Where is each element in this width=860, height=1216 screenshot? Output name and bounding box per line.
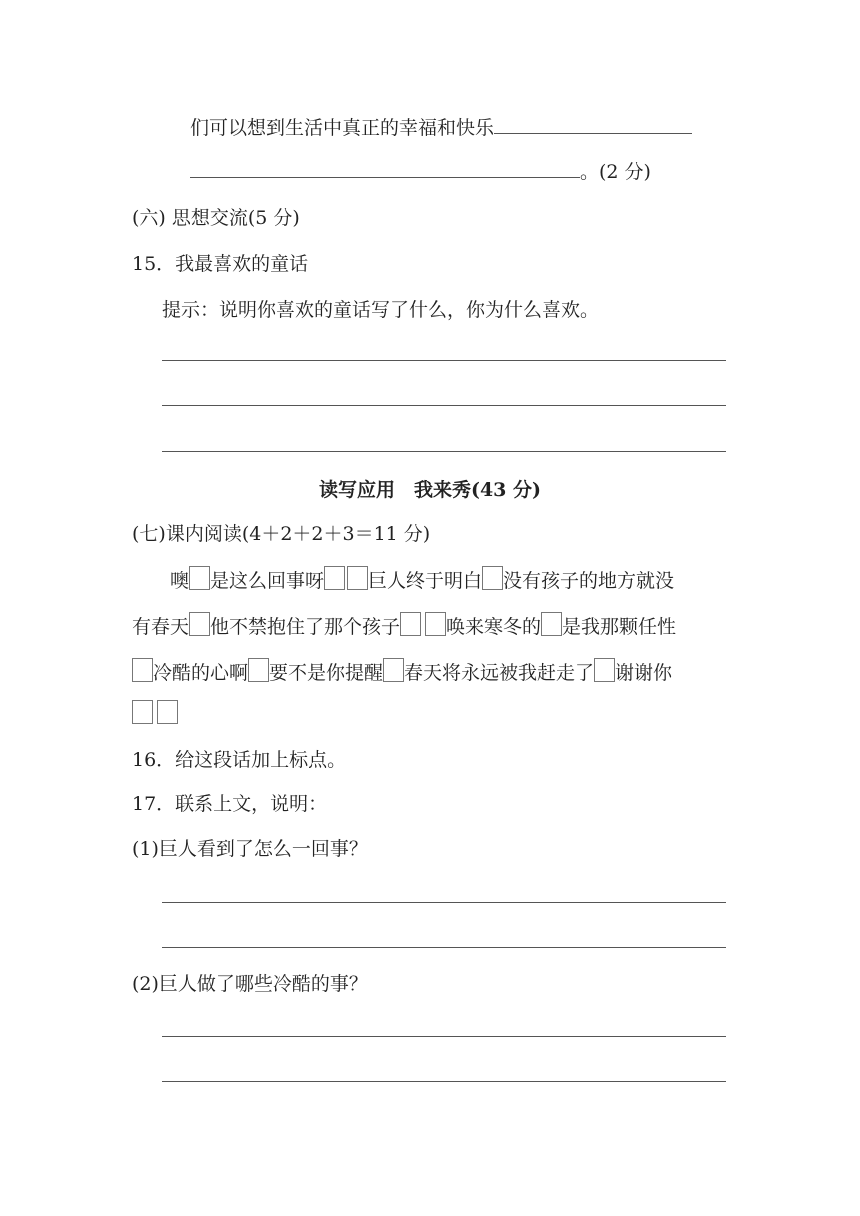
answer-line[interactable]	[162, 360, 726, 361]
answer-line[interactable]	[162, 1036, 726, 1037]
passage-text: 没有孩子的地方就没	[503, 570, 675, 592]
answer-blank[interactable]	[494, 115, 692, 134]
punctuation-box[interactable]	[189, 612, 210, 636]
part-title: 读写应用 我来秀(43 分)	[318, 479, 542, 501]
punctuation-box[interactable]	[347, 566, 368, 590]
passage-line-2	[132, 612, 676, 641]
section-7-heading: (七)课内阅读(4＋2＋2＋3＝11 分)	[132, 523, 431, 545]
passage-text: 唤来寒冬的	[446, 616, 542, 638]
passage-text: 噢	[170, 570, 190, 592]
punctuation-box[interactable]	[132, 658, 153, 682]
answer-line[interactable]	[162, 405, 726, 406]
section-6-heading: (六) 思想交流(5 分)	[132, 207, 300, 229]
passage-line-1	[170, 566, 674, 595]
punctuation-box[interactable]	[248, 658, 269, 682]
passage-text: 巨人终于明白	[368, 570, 483, 592]
answer-line[interactable]	[162, 902, 726, 903]
question-17-1: (1)巨人看到了怎么一回事？	[132, 838, 368, 860]
answer-blank[interactable]	[190, 159, 580, 178]
prev-answer-line-2	[190, 158, 651, 186]
punctuation-box[interactable]	[189, 566, 210, 590]
punctuation-box[interactable]	[132, 700, 153, 724]
hint-text: 提示：说明你喜欢的童话写了什么，你为什么喜欢。	[162, 299, 600, 321]
question-16: 16．给这段话加上标点。	[132, 749, 347, 771]
passage-text: 有春天	[132, 616, 190, 638]
punctuation-box[interactable]	[157, 700, 178, 724]
question-17-2: (2)巨人做了哪些冷酷的事？	[132, 973, 368, 995]
punctuation-box[interactable]	[400, 612, 421, 636]
passage-text: 他不禁抱住了那个孩子	[210, 616, 401, 638]
answer-line[interactable]	[162, 947, 726, 948]
prev-score: 。(2 分)	[580, 161, 651, 183]
passage-text: 春天将永远被我赶走了	[404, 662, 595, 684]
punctuation-box[interactable]	[541, 612, 562, 636]
question-17: 17．联系上文，说明：	[132, 793, 328, 815]
passage-line-4	[132, 700, 178, 729]
answer-line[interactable]	[162, 451, 726, 452]
passage-line-3	[132, 658, 672, 687]
punctuation-box[interactable]	[324, 566, 345, 590]
punctuation-box[interactable]	[383, 658, 404, 682]
punctuation-box[interactable]	[594, 658, 615, 682]
question-15: 15．我最喜欢的童话	[132, 253, 309, 275]
punctuation-box[interactable]	[482, 566, 503, 590]
passage-text: 谢谢你	[615, 662, 673, 684]
passage-text: 是我那颗任性	[562, 616, 677, 638]
passage-text: 要不是你提醒	[269, 662, 384, 684]
passage-text: 是这么回事呀	[210, 570, 325, 592]
prev-answer-line-1	[190, 114, 692, 142]
answer-line[interactable]	[162, 1081, 726, 1082]
prev-text: 们可以想到生活中真正的幸福和快乐	[190, 117, 495, 139]
punctuation-box[interactable]	[425, 612, 446, 636]
passage-text: 冷酷的心啊	[153, 662, 249, 684]
